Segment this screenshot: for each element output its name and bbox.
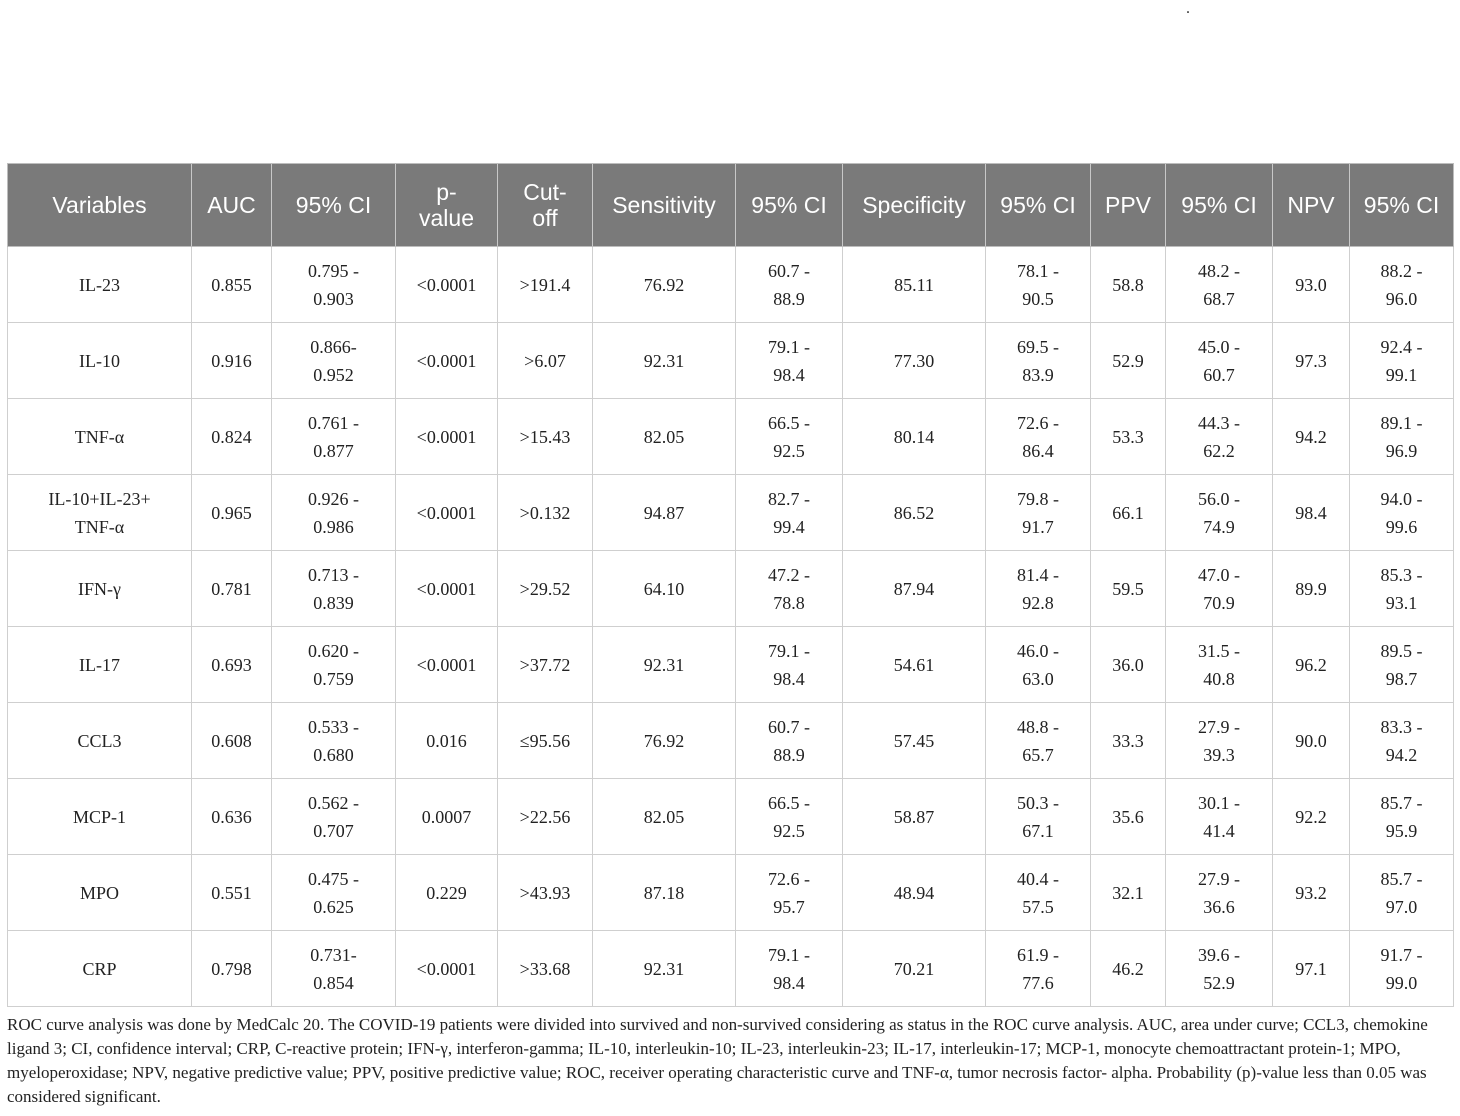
table-cell: <0.0001 — [396, 323, 498, 399]
table-cell: 69.5 - 83.9 — [986, 323, 1091, 399]
variable-name-cell: TNF-α — [8, 399, 192, 475]
table-cell: 53.3 — [1091, 399, 1166, 475]
roc-results-table — [7, 163, 1454, 1007]
table-cell: 46.0 - 63.0 — [986, 627, 1091, 703]
table-cell: 0.926 - 0.986 — [272, 475, 396, 551]
table-cell: 92.31 — [593, 627, 736, 703]
column-header: p- value — [396, 164, 498, 247]
table-cell: <0.0001 — [396, 247, 498, 323]
table-cell: 66.5 - 92.5 — [736, 779, 843, 855]
table-cell: 89.9 — [1273, 551, 1350, 627]
table-cell: 85.7 - 95.9 — [1350, 779, 1454, 855]
table-cell: <0.0001 — [396, 399, 498, 475]
table-cell: 82.05 — [593, 399, 736, 475]
variable-name-cell: IL-10 — [8, 323, 192, 399]
table-cell: 64.10 — [593, 551, 736, 627]
table-cell: 61.9 - 77.6 — [986, 931, 1091, 1007]
table-row — [8, 703, 1454, 779]
variable-name-cell: IL-10+IL-23+ TNF-α — [8, 475, 192, 551]
table-cell: 50.3 - 67.1 — [986, 779, 1091, 855]
table-row — [8, 931, 1454, 1007]
table-cell: <0.0001 — [396, 931, 498, 1007]
table-cell: 0.761 - 0.877 — [272, 399, 396, 475]
table-cell: 46.2 — [1091, 931, 1166, 1007]
table-cell: 78.1 - 90.5 — [986, 247, 1091, 323]
table-cell: >29.52 — [498, 551, 593, 627]
table-row — [8, 779, 1454, 855]
table-footnote: ROC curve analysis was done by MedCalc 20. The COVID-19 patients were divided into survived and non-survived considering as status in the ROC curve analysis. AUC, area under curve; CCL3, chemokine ligand 3; CI, confidence interval; CRP, C-reactive protein; IFN-γ, interferon-gamma; IL-10, interleukin-10; IL-23, interleukin-23; IL-17, interleukin-17; MCP-1, monocyte chemoattractant protein-1; MPO, myeloperoxidase; NPV, negative predictive value; PPV, positive predictive value; ROC, receiver operating characteristic curve and TNF-α, tumor necrosis factor- alpha. Probability (p)-value less than 0.05 was considered significant. — [7, 1015, 1428, 1106]
table-cell: 33.3 — [1091, 703, 1166, 779]
table-cell: 93.0 — [1273, 247, 1350, 323]
table-cell: 0.693 — [192, 627, 272, 703]
column-header: Sensitivity — [593, 164, 736, 247]
table-cell: 92.31 — [593, 931, 736, 1007]
table-cell: 32.1 — [1091, 855, 1166, 931]
table-cell: 0.475 - 0.625 — [272, 855, 396, 931]
table-cell: 0.562 - 0.707 — [272, 779, 396, 855]
table-body — [8, 247, 1454, 1007]
column-header: NPV — [1273, 164, 1350, 247]
table-cell: 0.533 - 0.680 — [272, 703, 396, 779]
table-cell: >15.43 — [498, 399, 593, 475]
table-cell: 94.87 — [593, 475, 736, 551]
table-cell: 93.2 — [1273, 855, 1350, 931]
table-row — [8, 627, 1454, 703]
table-cell: 60.7 - 88.9 — [736, 247, 843, 323]
table-cell: 52.9 — [1091, 323, 1166, 399]
table-cell: 47.0 - 70.9 — [1166, 551, 1273, 627]
table-cell: >33.68 — [498, 931, 593, 1007]
table-cell: 48.2 - 68.7 — [1166, 247, 1273, 323]
table-cell: 81.4 - 92.8 — [986, 551, 1091, 627]
table-cell: <0.0001 — [396, 627, 498, 703]
table-cell: 83.3 - 94.2 — [1350, 703, 1454, 779]
table-cell: 0.229 — [396, 855, 498, 931]
table-cell: 39.6 - 52.9 — [1166, 931, 1273, 1007]
table-cell: 0.866- 0.952 — [272, 323, 396, 399]
table-cell: 85.3 - 93.1 — [1350, 551, 1454, 627]
table-cell: 56.0 - 74.9 — [1166, 475, 1273, 551]
table-row — [8, 399, 1454, 475]
table-row — [8, 323, 1454, 399]
table-cell: 66.1 — [1091, 475, 1166, 551]
table-cell: 0.636 — [192, 779, 272, 855]
table-cell: >37.72 — [498, 627, 593, 703]
table-cell: 87.18 — [593, 855, 736, 931]
table-cell: 58.8 — [1091, 247, 1166, 323]
table-cell: 0.824 — [192, 399, 272, 475]
column-header: 95% CI — [736, 164, 843, 247]
table-cell: 45.0 - 60.7 — [1166, 323, 1273, 399]
table-cell: 92.2 — [1273, 779, 1350, 855]
table-cell: >191.4 — [498, 247, 593, 323]
table-cell: 85.11 — [843, 247, 986, 323]
table-cell: 72.6 - 86.4 — [986, 399, 1091, 475]
column-header: PPV — [1091, 164, 1166, 247]
variable-name-cell: MCP-1 — [8, 779, 192, 855]
table-cell: 57.45 — [843, 703, 986, 779]
table-cell: 87.94 — [843, 551, 986, 627]
table-cell: 70.21 — [843, 931, 986, 1007]
table-cell: 59.5 — [1091, 551, 1166, 627]
table-cell: 97.3 — [1273, 323, 1350, 399]
column-header: Variables — [8, 164, 192, 247]
variable-name-cell: IL-17 — [8, 627, 192, 703]
table-cell: 0.731- 0.854 — [272, 931, 396, 1007]
table-cell: 66.5 - 92.5 — [736, 399, 843, 475]
table-cell: 72.6 - 95.7 — [736, 855, 843, 931]
table-cell: <0.0001 — [396, 551, 498, 627]
table-cell: 47.2 - 78.8 — [736, 551, 843, 627]
header-row — [8, 164, 1454, 247]
variable-name-cell: CCL3 — [8, 703, 192, 779]
table-cell: 48.94 — [843, 855, 986, 931]
table-header — [8, 164, 1454, 247]
table-cell: 92.4 - 99.1 — [1350, 323, 1454, 399]
table-cell: 0.965 — [192, 475, 272, 551]
table-cell: 77.30 — [843, 323, 986, 399]
table-cell: 44.3 - 62.2 — [1166, 399, 1273, 475]
table-cell: 79.1 - 98.4 — [736, 323, 843, 399]
table-cell: 36.0 — [1091, 627, 1166, 703]
table-cell: 79.1 - 98.4 — [736, 627, 843, 703]
table-cell: 94.2 — [1273, 399, 1350, 475]
table-row — [8, 247, 1454, 323]
table-cell: 0.0007 — [396, 779, 498, 855]
column-header: Cut- off — [498, 164, 593, 247]
table-cell: 0.713 - 0.839 — [272, 551, 396, 627]
table-cell: 0.795 - 0.903 — [272, 247, 396, 323]
table-cell: 91.7 - 99.0 — [1350, 931, 1454, 1007]
table-cell: ≤95.56 — [498, 703, 593, 779]
table-cell: 76.92 — [593, 247, 736, 323]
table-cell: 79.8 - 91.7 — [986, 475, 1091, 551]
table-cell: 86.52 — [843, 475, 986, 551]
table-cell: 0.551 — [192, 855, 272, 931]
table-cell: 0.916 — [192, 323, 272, 399]
table-cell: 35.6 — [1091, 779, 1166, 855]
table-cell: >0.132 — [498, 475, 593, 551]
table-cell: 97.1 — [1273, 931, 1350, 1007]
variable-name-cell: CRP — [8, 931, 192, 1007]
table-cell: 0.608 — [192, 703, 272, 779]
table-cell: 40.4 - 57.5 — [986, 855, 1091, 931]
table-cell: 85.7 - 97.0 — [1350, 855, 1454, 931]
table-cell: 76.92 — [593, 703, 736, 779]
table-cell: 0.781 — [192, 551, 272, 627]
variable-name-cell: IFN-γ — [8, 551, 192, 627]
table-cell: >43.93 — [498, 855, 593, 931]
table-cell: 96.2 — [1273, 627, 1350, 703]
table-cell: <0.0001 — [396, 475, 498, 551]
table-cell: 58.87 — [843, 779, 986, 855]
column-header: 95% CI — [1350, 164, 1454, 247]
table-cell: 89.5 - 98.7 — [1350, 627, 1454, 703]
table-cell: 54.61 — [843, 627, 986, 703]
column-header: 95% CI — [1166, 164, 1273, 247]
table-cell: 82.05 — [593, 779, 736, 855]
table-cell: 0.620 - 0.759 — [272, 627, 396, 703]
table-cell: 48.8 - 65.7 — [986, 703, 1091, 779]
table-cell: 27.9 - 39.3 — [1166, 703, 1273, 779]
table-cell: 94.0 - 99.6 — [1350, 475, 1454, 551]
column-header: 95% CI — [986, 164, 1091, 247]
table-row — [8, 855, 1454, 931]
table-row — [8, 551, 1454, 627]
table-cell: 89.1 - 96.9 — [1350, 399, 1454, 475]
table-cell: 80.14 — [843, 399, 986, 475]
table-cell: >22.56 — [498, 779, 593, 855]
table-cell: 0.855 — [192, 247, 272, 323]
table-cell: 30.1 - 41.4 — [1166, 779, 1273, 855]
table-cell: 0.016 — [396, 703, 498, 779]
stray-dot-mark: . — [1186, 0, 1190, 17]
table-cell: 90.0 — [1273, 703, 1350, 779]
column-header: AUC — [192, 164, 272, 247]
table-cell: 88.2 - 96.0 — [1350, 247, 1454, 323]
table-cell: 79.1 - 98.4 — [736, 931, 843, 1007]
table-cell: 31.5 - 40.8 — [1166, 627, 1273, 703]
column-header: Specificity — [843, 164, 986, 247]
table-cell: 92.31 — [593, 323, 736, 399]
table-cell: 60.7 - 88.9 — [736, 703, 843, 779]
variable-name-cell: IL-23 — [8, 247, 192, 323]
table-cell: 98.4 — [1273, 475, 1350, 551]
table-cell: 82.7 - 99.4 — [736, 475, 843, 551]
table-cell: >6.07 — [498, 323, 593, 399]
table-cell: 27.9 - 36.6 — [1166, 855, 1273, 931]
column-header: 95% CI — [272, 164, 396, 247]
table-cell: 0.798 — [192, 931, 272, 1007]
variable-name-cell: MPO — [8, 855, 192, 931]
table-row — [8, 475, 1454, 551]
